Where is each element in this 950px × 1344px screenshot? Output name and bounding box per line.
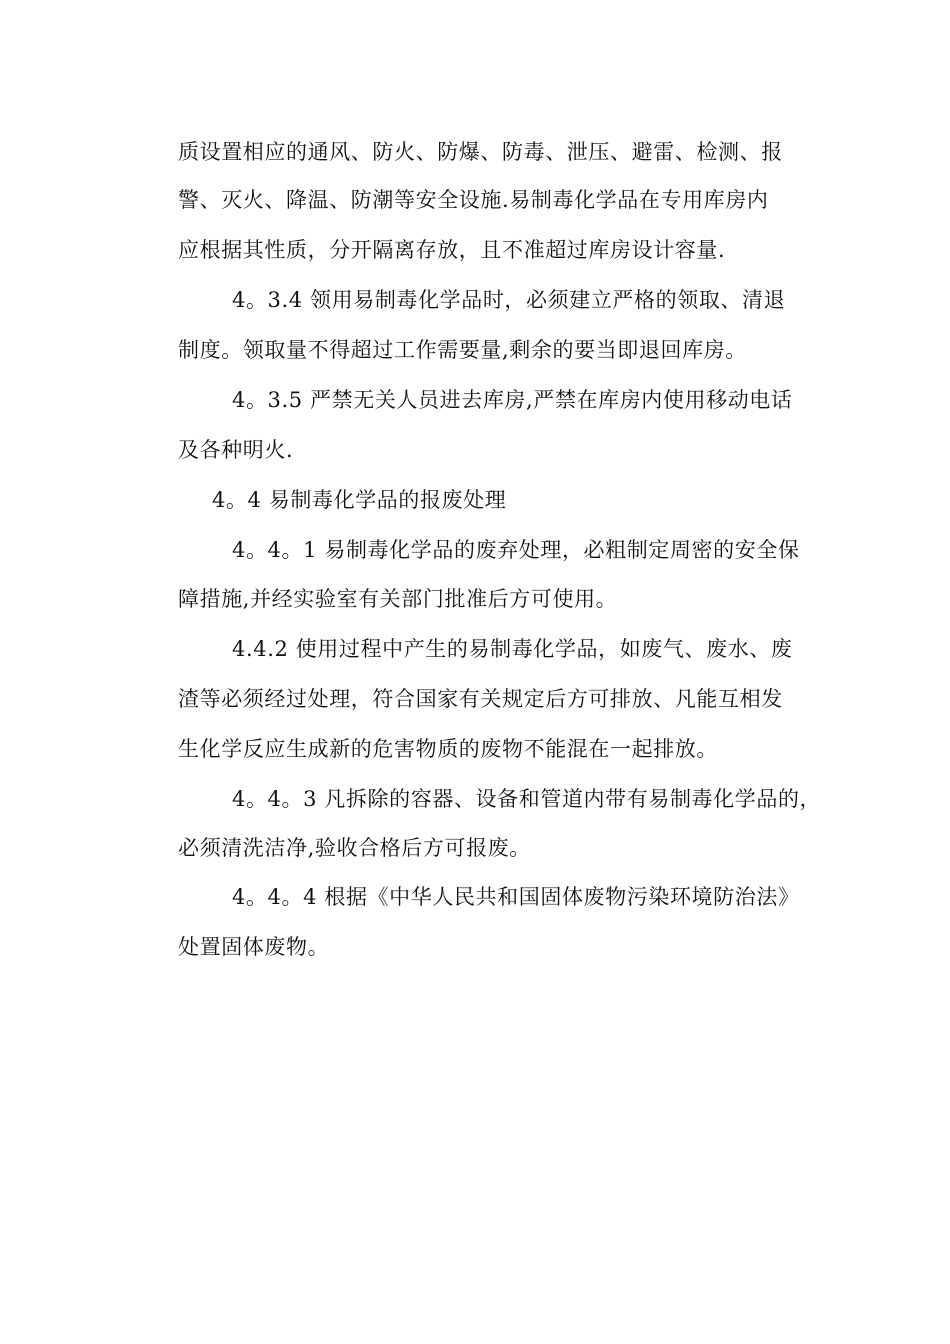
paragraph-line: 必须清洗洁净,验收合格后方可报废。: [178, 836, 531, 860]
paragraph-line: 渣等必须经过处理，符合国家有关规定后方可排放、凡能互相发: [178, 687, 783, 711]
paragraph-line: 4。3.5 严禁无关人员进去库房,严禁在库房内使用移动电话: [232, 388, 793, 412]
paragraph-line: 及各种明火.: [178, 438, 294, 462]
paragraph-line: 制度。领取量不得超过工作需要量,剩余的要当即退回库房。: [178, 338, 747, 362]
paragraph-line: 4。3.4 领用易制毒化学品时，必须建立严格的领取、清退: [232, 288, 786, 312]
paragraph-line: 障措施,并经实验室有关部门批准后方可使用。: [178, 587, 618, 611]
paragraph-line: 处置固体废物。: [178, 935, 330, 959]
paragraph-line: 生化学反应生成新的危害物质的废物不能混在一起排放。: [178, 737, 718, 761]
paragraph-line: 警、灭火、降温、防潮等安全设施.易制毒化学品在专用库房内: [178, 188, 769, 212]
section-heading: 4。4 易制毒化学品的报废处理: [212, 488, 507, 512]
paragraph-line: 质设置相应的通风、防火、防爆、防毒、泄压、避雷、检测、报: [178, 140, 783, 164]
paragraph-line: 4.4.2 使用过程中产生的易制毒化学品，如废气、废水、废: [232, 637, 793, 661]
paragraph-line: 应根据其性质，分开隔离存放，且不准超过库房设计容量.: [178, 238, 726, 262]
paragraph-line: 4。4。3 凡拆除的容器、设备和管道内带有易制毒化学品的，: [232, 787, 822, 811]
paragraph-line: 4。4。4 根据《中华人民共和国固体废物污染环境防治法》: [232, 885, 800, 909]
paragraph-line: 4。4。1 易制毒化学品的废弃处理，必粗制定周密的安全保: [232, 538, 800, 562]
